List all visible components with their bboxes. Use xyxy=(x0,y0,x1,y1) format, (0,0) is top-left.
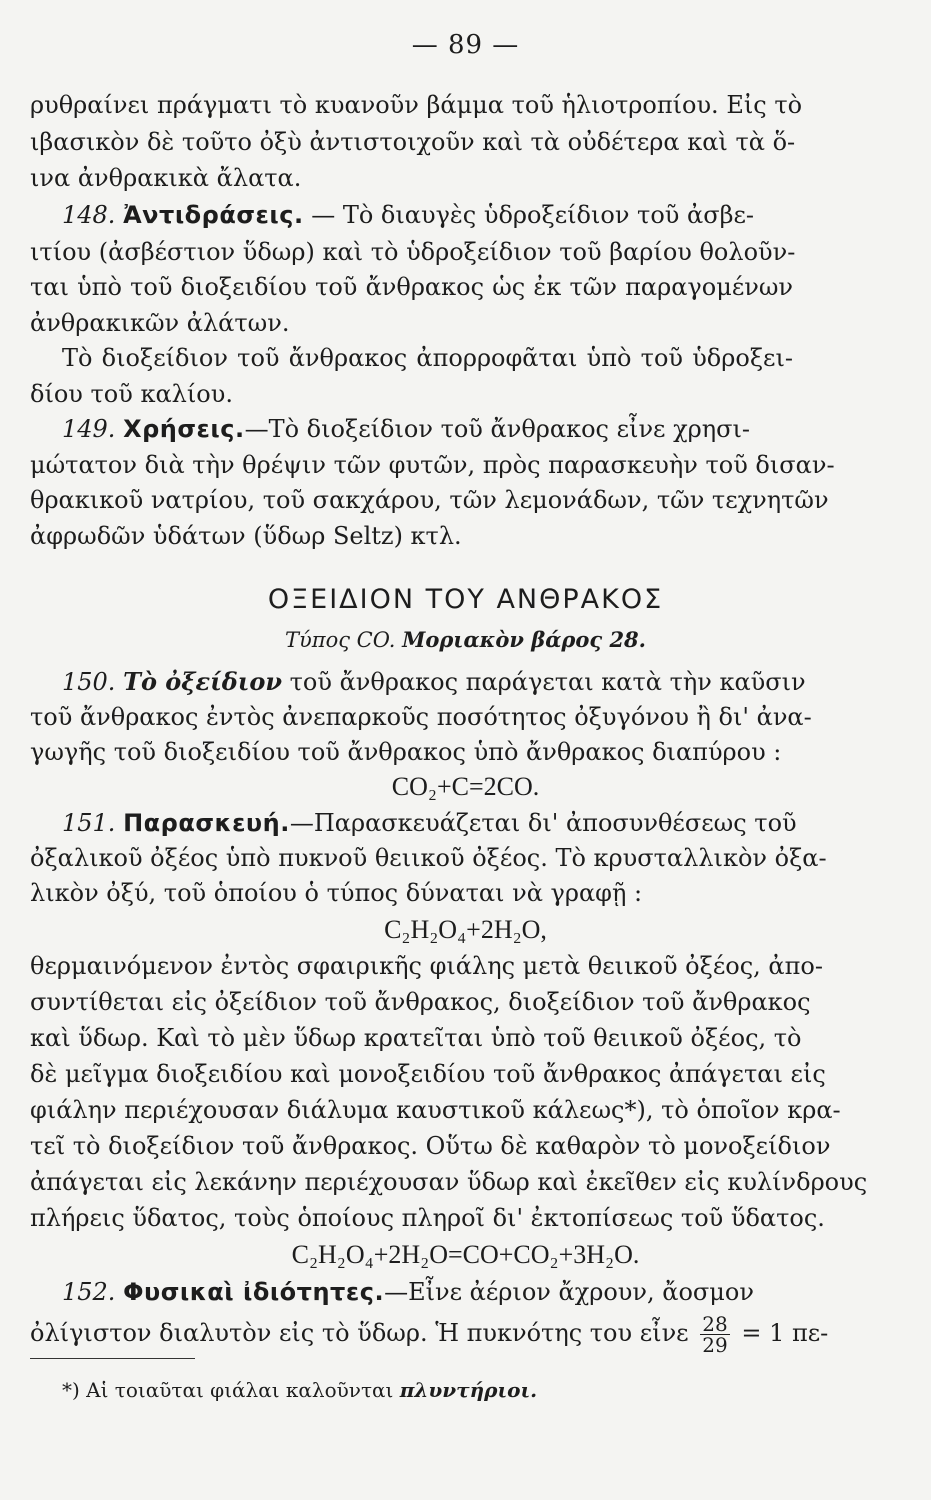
section-148-line xyxy=(62,200,793,230)
text-line: φιάλην περιέχουσαν διάλυμα καυστικοῦ κάλεως*), τὸ ὁποῖον κρα- xyxy=(30,1096,841,1124)
section-heading: Φυσικαὶ ἰδιότητες. xyxy=(123,1278,385,1306)
text-span: —Εἶνε ἀέριον ἄχρουν, ἄοσμον xyxy=(384,1278,754,1306)
subtitle-formula: CO. xyxy=(350,628,403,652)
text-span: — Τὸ διαυγὲς ὑδροξείδιον τοῦ ἀσβε- xyxy=(303,201,755,229)
chapter-subtitle xyxy=(0,625,931,655)
text-line: ρυθραίνει πράγματι τὸ κυανοῦν βάμμα τοῦ ἡλιοτροπίου. Εἰς τὸ xyxy=(30,91,803,119)
text-line: ται ὑπὸ τοῦ διοξειδίου τοῦ ἄνθρακος ὡς ἐκ τῶν παραγομένων xyxy=(30,273,793,301)
text-line: τεῖ τὸ διοξείδιον τοῦ ἄνθρακος. Οὕτω δὲ καθαρὸν τὸ μονοξείδιον xyxy=(30,1132,831,1160)
subtitle-label: Τύπος xyxy=(285,628,350,652)
text-line: γωγῆς τοῦ διοξειδίου τοῦ ἄνθρακος ὑπὸ ἄνθρακος διαπύρου : xyxy=(30,738,782,766)
page-number: — 89 — xyxy=(411,30,520,60)
section-heading: Παρασκευή. xyxy=(123,809,290,837)
text-line: ἀφρωδῶν ὑδάτων (ὕδωρ Seltz) κτλ. xyxy=(30,522,462,550)
text-span: —Τὸ διοξείδιον τοῦ ἄνθρακος εἶνε χρησι- xyxy=(244,415,751,443)
text-line: θερμαινόμενον ἐντὸς σφαιρικῆς φιάλης μετὰ θειικοῦ ὀξέος, ἀπο- xyxy=(30,952,823,980)
text-line: Τὸ διοξείδιον τοῦ ἄνθρακος ἀπορροφᾶται ὑπὸ τοῦ ὑδροξει- xyxy=(62,344,793,372)
section-149-line xyxy=(62,414,793,444)
text-line: ὀξαλικοῦ ὀξέος ὑπὸ πυκνοῦ θειικοῦ ὀξέος. Τὸ κρυσταλλικὸν ὀξα- xyxy=(30,844,827,872)
text-span: —Παρασκευάζεται δι' ἀποσυνθέσεως τοῦ xyxy=(289,809,797,837)
text-line: δὲ μεῖγμα διοξειδίου καὶ μονοξειδίου τοῦ ἄνθρακος ἀπάγεται εἰς xyxy=(30,1060,826,1088)
text-line: καὶ ὕδωρ. Καὶ τὸ μὲν ὕδωρ κρατεῖται ὑπὸ τοῦ θειικοῦ ὀξέος, τὸ xyxy=(30,1024,802,1052)
text-line: θρακικοῦ νατρίου, τοῦ σακχάρου, τῶν λεμονάδων, τῶν τεχνητῶν xyxy=(30,486,829,514)
text-line: ἀνθρακικῶν ἀλάτων. xyxy=(30,309,290,337)
text-line: ιτίου (ἀσβέστιον ὕδωρ) καὶ τὸ ὑδροξείδιον τοῦ βαρίου θολοῦν- xyxy=(30,238,796,266)
section-heading: Χρήσεις. xyxy=(123,415,245,443)
chemical-formula: C₂H₂O₄+2H₂O, xyxy=(384,915,547,944)
chapter-title: ΟΞΕΙΔΙΟΝ ΤΟΥ ΑΝΘΡΑΚΟΣ xyxy=(267,584,664,615)
footnote-text: *) Αἱ τοιαῦται φιάλαι καλοῦνται xyxy=(62,1378,400,1402)
text-line: δίου τοῦ καλίου. xyxy=(30,380,233,408)
subtitle-weight: Μοριακὸν βάρος 28. xyxy=(402,627,646,652)
text-span: τοῦ ἄνθρακος παράγεται κατὰ τὴν καῦσιν xyxy=(282,668,806,696)
density-line xyxy=(30,1312,829,1357)
text-span: ὀλίγιστον διαλυτὸν εἰς τὸ ὕδωρ. Ἡ πυκνότης του εἶνε xyxy=(30,1319,689,1347)
fraction-numerator: 28 xyxy=(702,1312,728,1336)
section-151-line xyxy=(62,808,797,838)
text-line: ιβασικὸν δὲ τοῦτο ὀξὺ ἀντιστοιχοῦν καὶ τὰ οὐδέτερα καὶ τὰ ὅ- xyxy=(30,128,796,156)
footnote-divider xyxy=(30,1358,195,1359)
chemical-equation: C₂H₂O₄+2H₂O=CO+CO₂+3H₂O. xyxy=(291,1240,640,1269)
section-heading: Ἀντιδράσεις. xyxy=(123,201,304,229)
section-number: 148. xyxy=(62,201,116,229)
footnote xyxy=(62,1378,537,1402)
text-line: τοῦ ἄνθρακος ἐντὸς ἀνεπαρκοῦς ποσότητος ὀξυγόνου ἢ δι' ἀνα- xyxy=(30,703,812,731)
text-line: ινα ἀνθρακικὰ ἄλατα. xyxy=(30,164,302,192)
text-line: λικὸν ὀξύ, τοῦ ὁποίου ὁ τύπος δύναται νὰ γραφῇ : xyxy=(30,879,643,907)
section-number: 151. xyxy=(62,809,116,837)
footnote-term: πλυντήριοι. xyxy=(399,1378,538,1402)
text-line: μώτατον διὰ τὴν θρέψιν τῶν φυτῶν, πρὸς παρασκευὴν τοῦ δισαν- xyxy=(30,451,835,479)
fraction-denominator: 29 xyxy=(702,1333,728,1357)
text-line: ἀπάγεται εἰς λεκάνην περιέχουσαν ὕδωρ καὶ ἐκεῖθεν εἰς κυλίνδρους xyxy=(30,1168,868,1196)
section-number: 152. xyxy=(62,1278,116,1306)
text-span: = 1 πε- xyxy=(741,1319,829,1347)
section-heading: Τὸ ὀξείδιον xyxy=(123,667,283,696)
section-150-line xyxy=(62,667,806,697)
section-152-line xyxy=(62,1277,793,1307)
chemical-equation: CO₂+C=2CO. xyxy=(391,772,540,801)
section-number: 149. xyxy=(62,415,116,443)
density-fraction xyxy=(700,1314,729,1355)
text-line: πλήρεις ὕδατος, τοὺς ὁποίους πληροῖ δι' ἐκτοπίσεως τοῦ ὕδατος. xyxy=(30,1204,825,1232)
text-line: συντίθεται εἰς ὀξείδιον τοῦ ἄνθρακος, διοξείδιον τοῦ ἄνθρακος xyxy=(30,988,811,1016)
section-number: 150. xyxy=(62,668,116,696)
